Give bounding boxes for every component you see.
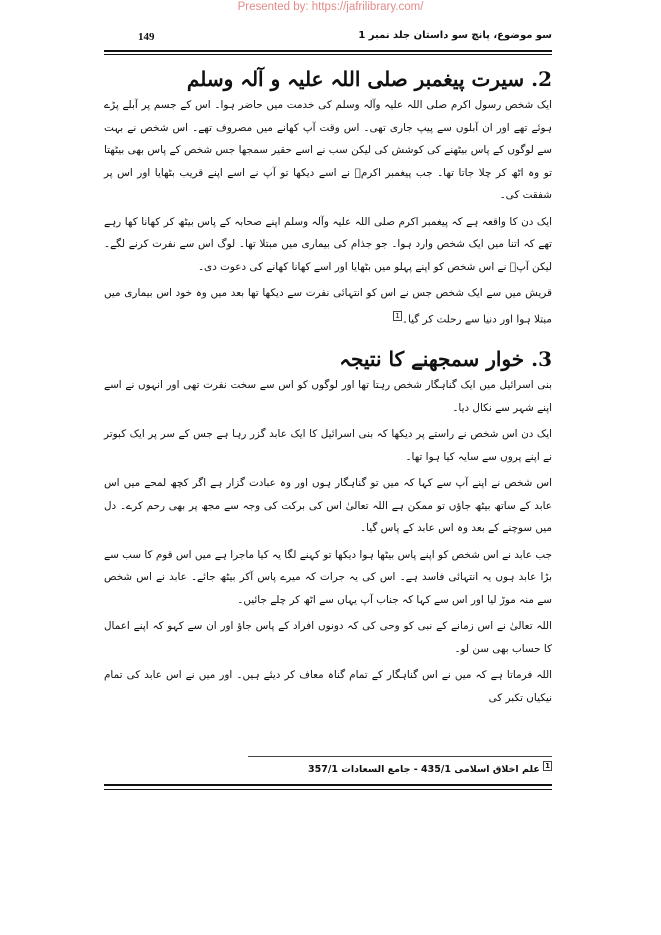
- footer-rule: [104, 784, 552, 786]
- footnote: [308, 762, 552, 775]
- paragraph: جب عابد نے اس شخص کو اپنے پاس بیٹھا ہوا دیکھا تو کہنے لگا یہ کیا ماجرا ہے میں اس قوم کا سب سے بڑا عابد ہوں یہ انتہائی فاسد ہے۔ اس کی یہ جرات کہ میرے پاس آکر بیٹھ جائے۔ عابد نے اس شخص سے منہ موڑ لیا اور اس سے کہا کہ جناب آپ یہاں سے اٹھ کر چلے جائیں۔: [104, 548, 552, 606]
- paragraph: اللہ فرماتا ہے کہ میں نے اس گناہگار کے تمام گناہ معاف کر دیئے ہیں۔ اور میں نے اس عابد کی تمام نیکیاں تکبر کی: [104, 669, 552, 704]
- paragraph: ایک دن کا واقعہ ہے کہ پیغمبر اکرم صلی اللہ علیہ وآلہ وسلم اپنے صحابہ کے پاس بیٹھ کر کھانا کھا رہے تھے کہ اتنا میں ایک شخص وارد ہوا۔ جو جذام کی بیماری میں مبتلا تھا۔ لوگ اس سے نفرت کرنے لگے۔ لیکن آپؐ نے اس شخص کو اپنے پہلو میں بٹھایا اور اسے کھانا کھانے کی دعوت دی۔: [104, 215, 552, 273]
- header-rule: [104, 50, 552, 52]
- footnote-text: علم اخلاق اسلامی 435/1 - جامع السعادات 357/1: [308, 764, 540, 776]
- header-rule-thin: [104, 54, 552, 55]
- footnote-marker: 1: [545, 762, 550, 770]
- paragraph: اللہ تعالیٰ نے اس زمانے کے نبی کو وحی کی کہ دونوں افراد کے پاس جاؤ اور ان سے کہو کہ اپنے اعمال کا حساب بھی سن لو۔: [104, 620, 552, 655]
- paragraph-text: قریش میں سے ایک شخص جس نے اس کو انتہائی نفرت سے دیکھا تھا بعد میں وہ خود اس بیماری میں مبتلا ہوا اور دنیا سے رحلت کر گیا۔: [104, 287, 552, 325]
- watermark-text[interactable]: Presented by: https://jafrilibrary.com/: [237, 1, 424, 13]
- section-title: 2. سیرت پیغمبر صلی اللہ علیہ و آلہ وسلم: [186, 67, 552, 91]
- page-number: 149: [138, 31, 155, 43]
- paragraph: بنی اسرائیل میں ایک گناہگار شخص رہتا تھا اور لوگوں کو اس سے سخت نفرت تھی اور انہوں نے اسے اپنے شہر سے نکال دیا۔: [104, 379, 552, 414]
- paragraph: اس شخص نے اپنے آپ سے کہا کہ میں تو گناہگار ہوں اور وہ عبادت گزار ہے اگر کچھ لمحے میں اس عابد کے ساتھ بیٹھ جاؤں تو ممکن ہے اللہ تعالیٰ اس کی برکت کی وجہ سے مجھ پر بھی رحم کرے۔ دل میں سوچنے کے بعد وہ اس عابد کے پاس گیا۔: [104, 477, 552, 534]
- section-title: 3. خوار سمجھنے کا نتیجہ: [339, 347, 552, 371]
- footer-rule-thin: [104, 789, 552, 790]
- paragraph: ایک دن اس شخص نے راستے پر دیکھا کہ بنی اسرائیل کا ایک عابد گزر رہا ہے جس کے سر پر ایک کبوتر نے اپنے پروں سے سایہ کیا ہوا تھا۔: [104, 428, 552, 463]
- section-result: [104, 344, 552, 713]
- section-sirat: [104, 64, 552, 334]
- footnote-marker[interactable]: 1: [395, 311, 400, 320]
- running-head: سو موضوع، پانچ سو داستان جلد نمبر 1: [358, 30, 552, 41]
- paragraph: ایک شخص رسول اکرم صلی اللہ علیہ وآلہ وسلم کی خدمت میں حاضر ہوا۔ اس کے جسم پر آبلے پڑے ہوئے تھے اور ان آبلوں سے پیپ جاری تھی۔ اس وقت آپ کھانے میں مصروف تھے۔ اس شخص نے بہت سے لوگوں کے پاس بیٹھنے کی کوشش کی لیکن سب نے اسے حقیر سمجھا جس شخص کے پاس بھی بیٹھتا تو وہ اٹھ کر چلا جاتا تھا۔ جب پیغمبر اکرمؐ نے اسے دیکھا تو آپ نے اسے اپنے قریب بٹھایا اور اس پر شفقت کی۔: [104, 99, 552, 201]
- paragraph: [104, 282, 552, 330]
- footnote-rule: [248, 756, 552, 757]
- page-header: [104, 30, 552, 48]
